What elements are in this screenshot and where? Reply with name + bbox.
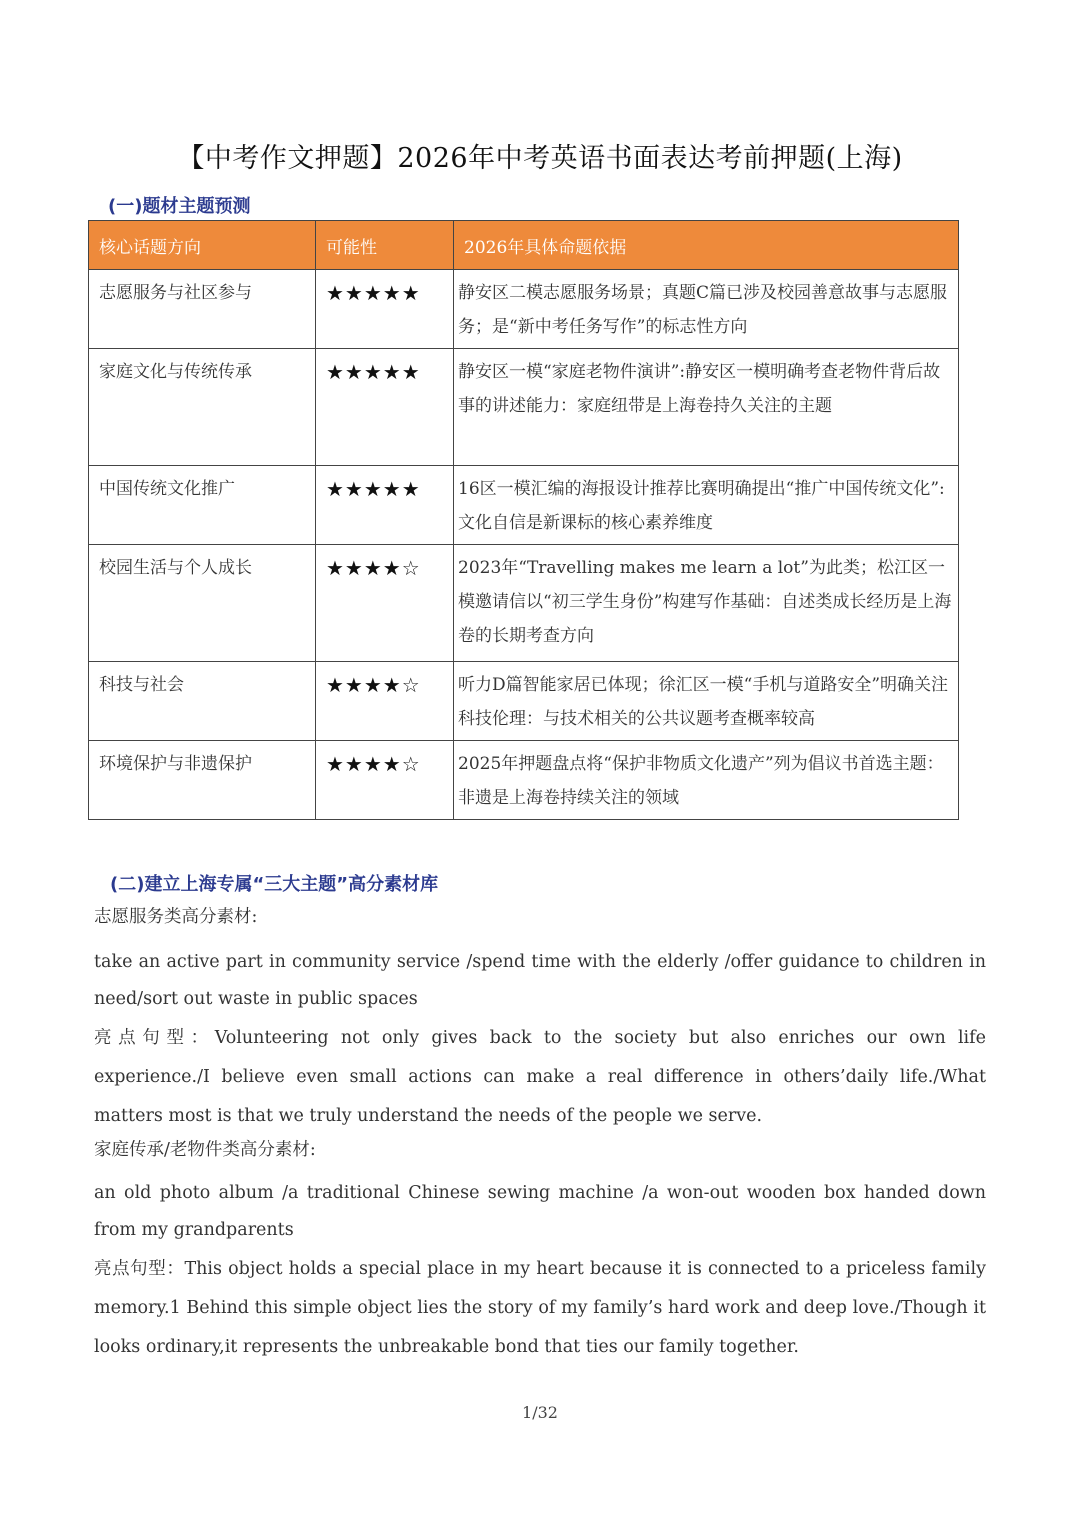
- document-title: 【中考作文押题】2026年中考英语书面表达考前押题(上海): [177, 143, 903, 174]
- topic-cell: 中国传统文化推广: [89, 466, 316, 545]
- header-likelihood: 可能性: [316, 221, 454, 270]
- rating-stars: ★★★★★: [316, 349, 454, 466]
- table-row: [89, 466, 959, 545]
- rating-stars: ★★★★★: [316, 466, 454, 545]
- basis-cell: 静安区二模志愿服务场景；真题C篇已涉及校园善意故事与志愿服务；是“新中考任务写作”的标志性方向: [454, 270, 959, 349]
- header-basis: 2026年具体命题依据: [454, 221, 959, 270]
- volunteer-phrases: take an active part in community service /spend time with the elderly /offer guidance to children in need/sort out waste in public spaces: [94, 952, 986, 1009]
- topic-cell: 校园生活与个人成长: [89, 545, 316, 662]
- table-row: [89, 349, 959, 466]
- rating-stars: ★★★★★: [316, 270, 454, 349]
- topic-cell: 志愿服务与社区参与: [89, 270, 316, 349]
- volunteer-label: 志愿服务类高分素材:: [94, 907, 258, 927]
- sentence-pattern-text: This object holds a special place in my heart because it is connected to a priceless family memory.1 Behind this simple object lies the story of my family’s hard work and deep love./Though it looks ordinary,it represents the unbreakable bond that ties our family together.: [94, 1259, 987, 1357]
- basis-cell: 听力D篇智能家居已体现；徐汇区一模“手机与道路安全”明确关注科技伦理：与技术相关的公共议题考查概率较高: [454, 662, 959, 741]
- table-row: [89, 545, 959, 662]
- family-sentences: [94, 1250, 986, 1367]
- table-row: [89, 741, 959, 820]
- topic-cell: 科技与社会: [89, 662, 316, 741]
- topic-cell: 家庭文化与传统传承: [89, 349, 316, 466]
- table-header-row: [89, 221, 959, 270]
- rating-stars: ★★★★☆: [316, 741, 454, 820]
- basis-cell: 2023年“Travelling makes me learn a lot”为此类；松江区一模邀请信以“初三学生身份”构建写作基础：自述类成长经历是上海卷的长期考查方向: [454, 545, 959, 662]
- sentence-pattern-label: 亮点句型：: [94, 1028, 215, 1048]
- rating-stars: ★★★★☆: [316, 662, 454, 741]
- family-phrases: an old photo album /a traditional Chinese sewing machine /a won-out wooden box handed down from my grandparents: [94, 1183, 986, 1240]
- basis-cell: 静安区一模“家庭老物件演讲”:静安区一模明确考查老物件背后故事的讲述能力：家庭纽带是上海卷持久关注的主题: [454, 349, 959, 466]
- topic-prediction-table: [88, 220, 959, 820]
- sentence-pattern-label: 亮点句型：: [94, 1259, 185, 1279]
- section-heading-material-library: (二)建立上海专属“三大主题”高分素材库: [110, 874, 439, 895]
- rating-stars: ★★★★☆: [316, 545, 454, 662]
- basis-cell: 16区一模汇编的海报设计推荐比赛明确提出“推广中国传统文化”:文化自信是新课标的核心素养维度: [454, 466, 959, 545]
- table-row: [89, 662, 959, 741]
- basis-cell: 2025年押题盘点将“保护非物质文化遗产”列为倡议书首选主题：非遗是上海卷持续关注的领域: [454, 741, 959, 820]
- section-heading-topic-prediction: (一)题材主题预测: [108, 196, 251, 217]
- family-label: 家庭传承/老物件类高分素材:: [94, 1140, 316, 1160]
- volunteer-sentences: [94, 1019, 986, 1136]
- topic-cell: 环境保护与非遗保护: [89, 741, 316, 820]
- page-number: 1/32: [522, 1403, 558, 1422]
- table-row: [89, 270, 959, 349]
- header-topic: 核心话题方向: [89, 221, 316, 270]
- sentence-pattern-text: Volunteering not only gives back to the society but also enriches our own life experience./I believe even small actions can make a real difference in others’daily life./What matters most is that we truly understand the needs of the people we serve.: [94, 1028, 986, 1126]
